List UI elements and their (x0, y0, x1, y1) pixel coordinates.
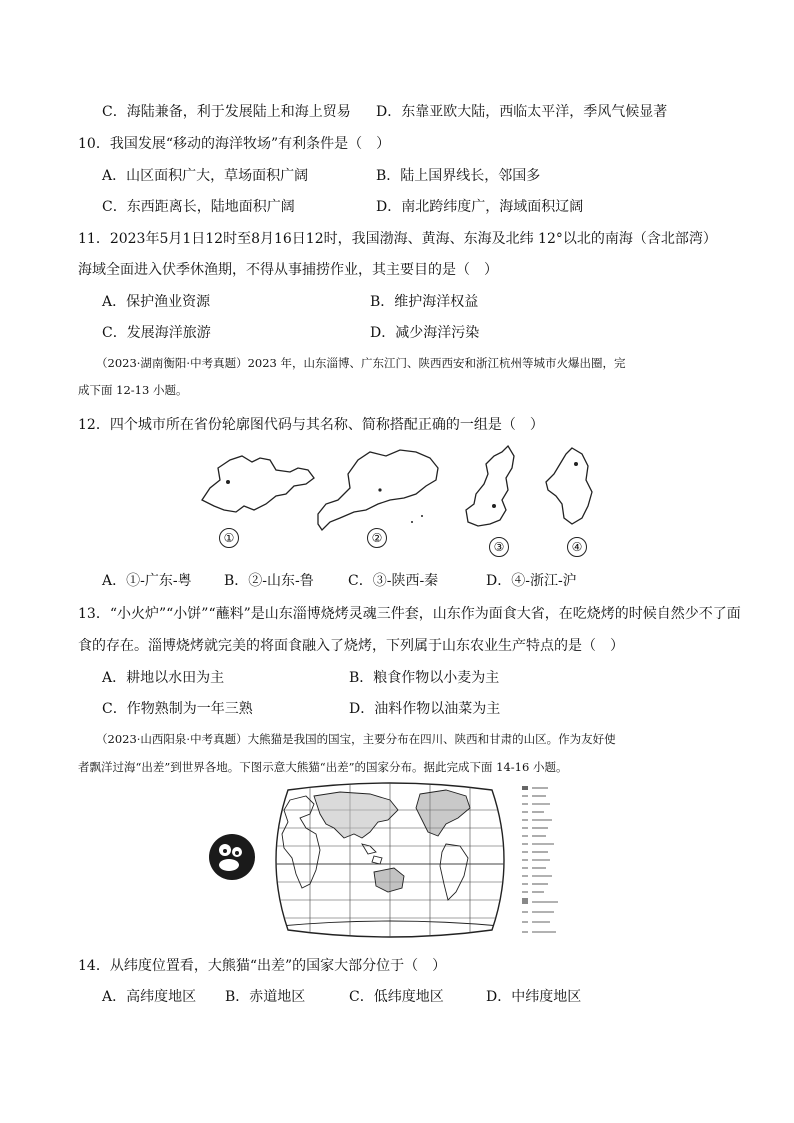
panda-icon (207, 832, 257, 882)
outline-label-4: ④ (567, 537, 587, 557)
q14-option-b: B．赤道地区 (225, 989, 306, 1005)
q14-stem: 14．从纬度位置看，大熊猫“出差”的国家大部分位于（ ） (78, 958, 447, 974)
q12-option-a: A．①-广东-粤 (102, 573, 192, 589)
q10-stem: 10．我国发展“移动的海洋牧场”有利条件是（ ） (78, 136, 391, 152)
q13-option-d: D．油料作物以油菜为主 (349, 701, 501, 717)
q11-option-d: D．减少海洋污染 (370, 325, 480, 341)
outline-label-2: ② (367, 528, 387, 548)
q11-stem-line2: 海域全面进入伏季休渔期，不得从事捕捞作业，其主要目的是（ ） (78, 262, 498, 278)
q9-option-d: D．东靠亚欧大陆，西临太平洋，季风气候显著 (376, 104, 668, 120)
q11-option-c: C．发展海洋旅游 (102, 325, 211, 341)
map-legend (518, 782, 576, 942)
q14-option-a: A．高纬度地区 (102, 989, 197, 1005)
shandong-outline (202, 456, 314, 512)
shaanxi-outline (466, 446, 514, 526)
q10-option-a: A．山区面积广大，草场面积广阔 (102, 168, 309, 184)
province-outlines-figure (190, 438, 610, 558)
outline-label-1: ① (219, 528, 239, 548)
outline-label-3: ③ (489, 537, 509, 557)
q12-stem: 12．四个城市所在省份轮廓图代码与其名称、简称搭配正确的一组是（ ） (78, 417, 544, 433)
intro-14-16-line1: （2023·山西阳泉·中考真题）大熊猫是我国的国宝，主要分布在四川、陕西和甘肃的山区。作为友好使 (96, 732, 616, 746)
q13-option-a: A．耕地以水田为主 (102, 670, 225, 686)
intro-14-16-line2: 者飘洋过海“出差”到世界各地。下图示意大熊猫“出差”的国家分布。据此完成下面 14-16 小题。 (78, 760, 568, 774)
q12-option-c: C．③-陕西-秦 (348, 573, 439, 589)
q11-option-a: A．保护渔业资源 (102, 294, 211, 310)
q12-option-d: D．④-浙江-沪 (486, 573, 577, 589)
intro-12-13-line1: （2023·湖南衡阳·中考真题）2023 年，山东淄博、广东江门、陕西西安和浙江杭州等城市火爆出圈，完 (96, 356, 626, 370)
q11-stem-line1: 11．2023年5月1日12时至8月16日12时，我国渤海、黄海、东海及北纬 12°以北的南海（含北部湾） (78, 231, 717, 247)
q13-option-c: C．作物熟制为一年三熟 (102, 701, 253, 717)
q9-option-c: C．海陆兼备，利于发展陆上和海上贸易 (102, 104, 351, 120)
q13-option-b: B．粮食作物以小麦为主 (349, 670, 500, 686)
ningxia-outline (546, 448, 592, 524)
q13-stem-line2: 食的存在。淄博烧烤就完美的将面食融入了烧烤，下列属于山东农业生产特点的是（ ） (78, 638, 624, 654)
q10-option-d: D．南北跨纬度广，海域面积辽阔 (376, 199, 584, 215)
intro-12-13-line2: 成下面 12-13 小题。 (78, 383, 188, 397)
q13-stem-line1: 13．“小火炉”“小饼”“蘸料”是山东淄博烧烤灵魂三件套，山东作为面食大省，在吃烧烤的时候自然少不了面 (78, 606, 741, 622)
guangdong-outline (318, 450, 438, 530)
q11-option-b: B．维护海洋权益 (370, 294, 479, 310)
q10-option-c: C．东西距离长，陆地面积广阔 (102, 199, 295, 215)
q12-option-b: B．②-山东-鲁 (224, 573, 314, 589)
q14-option-c: C．低纬度地区 (349, 989, 444, 1005)
q10-option-b: B．陆上国界线长，邻国多 (376, 168, 541, 184)
q14-option-d: D．中纬度地区 (486, 989, 582, 1005)
world-map-figure (270, 780, 510, 940)
